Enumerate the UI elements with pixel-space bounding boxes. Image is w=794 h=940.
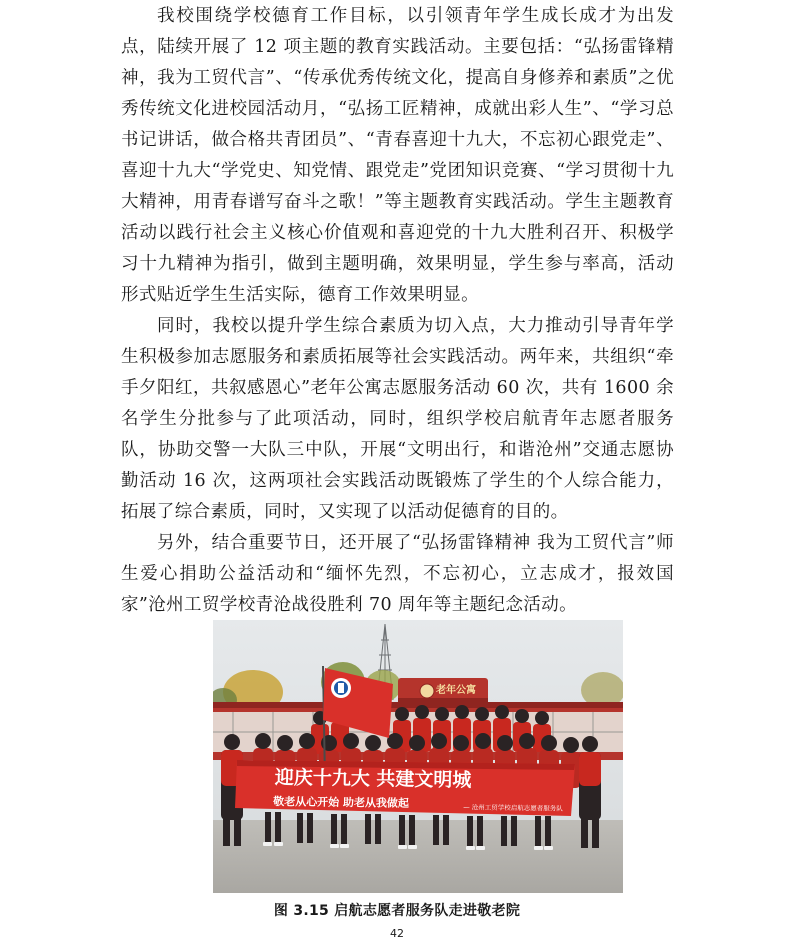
banner-sub-text: 敬老从心开始 助老从我做起 [273,795,410,810]
banner-main-text: 迎庆十九大 共建文明城 [274,766,472,792]
building-sign: 老年公寓 [436,685,476,696]
group-photo [213,620,623,893]
paragraph: 我校围绕学校德育工作目标，以引领青年学生成长成才为出发点，陆续开展了 12 项主题的教育实践活动。主要包括：“弘扬雷锋精神，我为工贸代言”、“传承优秀传统文化，提高自身修养和素质”之优秀传统文化进校园活动月，“弘扬工匠精神，成就出彩人生”、“学习总书记讲话，做合格共青团员”、“青春喜迎十九大，不忘初心跟党走”、喜迎十九大“学党史、知党情、跟党走”党团知识竞赛、“学习贯彻十九大精神，用青春谱写奋斗之歌！”等主题教育实践活动。学生主题教育活动以践行社会主义核心价值观和喜迎党的十九大胜利召开、积极学习十九精神为指引，做到主题明确，效果明显，学生参与率高，活动形式贴近学生生活实际，德育工作效果明显。 [121,6,674,305]
ground [213,820,623,893]
paragraph: 同时，我校以提升学生综合素质为切入点，大力推动引导青年学生积极参加志愿服务和素质拓展等社会实践活动。两年来，共组织“牵手夕阳红，共叙感恩心”老年公寓志愿服务活动 60 次，共有 1600 余名学生分批参与了此项活动，同时，组织学校启航青年志愿者服务队，协助交警一大队三中队，开展“文明出行，和谐沧州”交通志愿协勤活动 16 次，这两项社会实践活动既锻炼了学生的个人综合能力，拓展了综合素质，同时，又实现了以活动促德育的目的。 [121,316,674,522]
paragraph: 另外，结合重要节日，还开展了“弘扬雷锋精神 我为工贸代言”师生爱心捐助公益活动和“缅怀先烈，不忘初心，立志成才，报效国家”沧州工贸学校青沧战役胜利 70 周年等主题纪念活动。 [121,533,674,615]
page-number: 42 [390,927,404,940]
banner-signature: — 沧州工贸学校启航志愿者服务队 [463,803,563,813]
body-text [121,1,674,621]
figure-caption: 图 3.15 启航志愿者服务队走进敬老院 [273,903,521,919]
